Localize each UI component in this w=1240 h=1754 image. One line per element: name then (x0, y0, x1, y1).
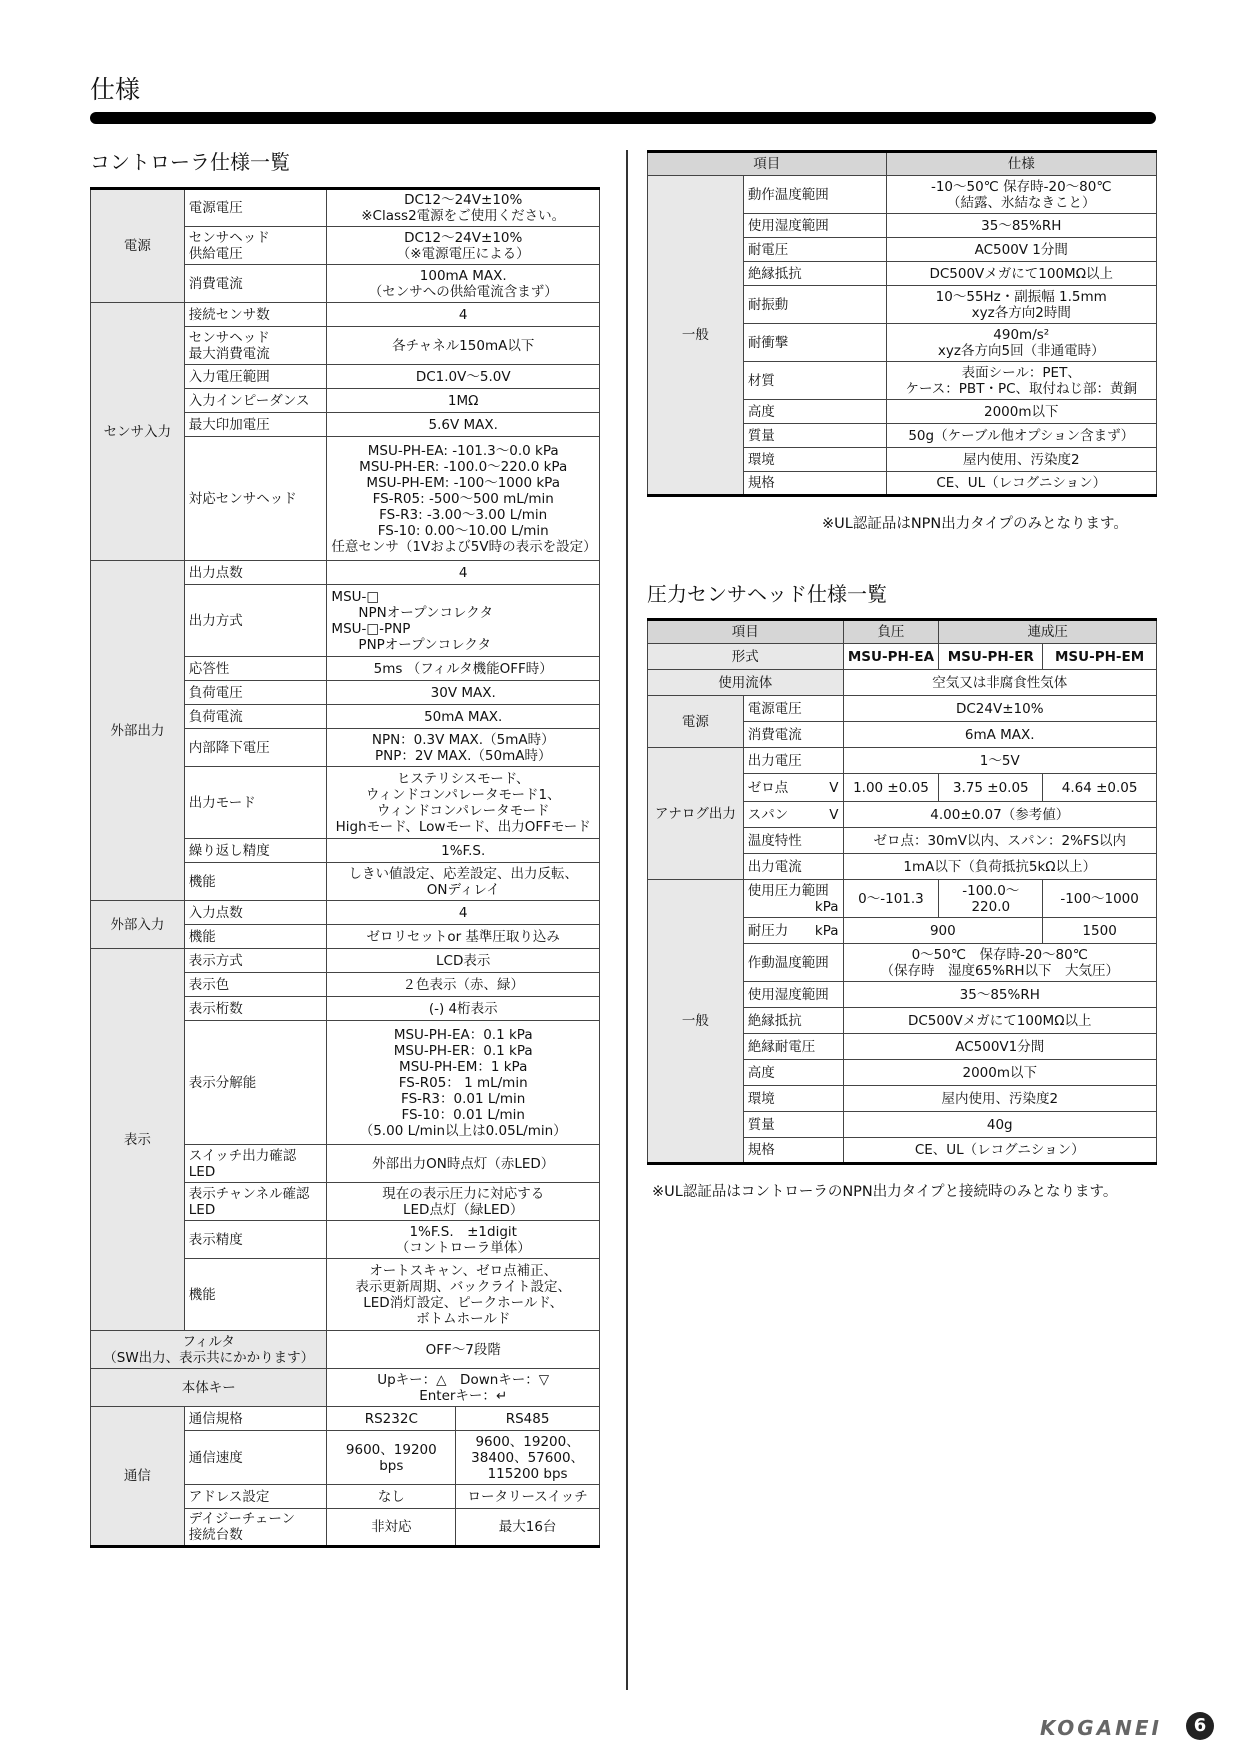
spec-value: 2000m以下 (843, 1060, 1157, 1086)
spec-value: 1%F.S. ±1digit （コントローラ単体） (327, 1221, 600, 1259)
proof-em: 1500 (1043, 918, 1157, 944)
header-spec: 仕様 (886, 152, 1157, 176)
spec-value: 外部出力ON時点灯（赤LED） (327, 1145, 600, 1183)
spec-label: 通信速度 (184, 1431, 327, 1485)
spec-label: 表示精度 (184, 1221, 327, 1259)
spec-value: -10～50℃ 保存時-20～80℃ （結露、氷結なきこと） (886, 176, 1157, 214)
spec-value: 4 (327, 561, 600, 585)
spec-label: 機能 (184, 1259, 327, 1331)
spec-value: DC1.0V～5.0V (327, 365, 600, 389)
spec-label: 表示分解能 (184, 1021, 327, 1145)
page-number: 6 (1186, 1712, 1214, 1740)
spec-value: 1%F.S. (327, 839, 600, 863)
header-negative: 負圧 (843, 620, 939, 644)
spec-label: 耐電圧 (743, 238, 886, 262)
spec-label (743, 918, 843, 944)
spec-label: 絶縁抵抗 (743, 1008, 843, 1034)
filter-label: フィルタ （SW出力、表示共にかかります） (91, 1331, 327, 1369)
rs232-value: なし (327, 1485, 456, 1509)
fluid-value: 空気又は非腐食性気体 (843, 670, 1157, 696)
range-em: -100～1000 (1043, 880, 1157, 918)
spec-label: 負荷電流 (184, 705, 327, 729)
group-cell: 外部入力 (91, 901, 185, 949)
spec-value: 各チャネル150mA以下 (327, 327, 600, 365)
keys-value: Upキー：△ Downキー：▽ Enterキー：↵ (327, 1369, 600, 1407)
spec-value: ゼロ点：30mV以内、スパン：2%FS以内 (843, 828, 1157, 854)
spec-label: 使用湿度範囲 (743, 214, 886, 238)
proof-label: 耐圧力 (747, 922, 789, 939)
spec-value: 10～55Hz・副振幅 1.5mm xyz各方向2時間 (886, 286, 1157, 324)
spec-label: 温度特性 (743, 828, 843, 854)
unit: V (823, 774, 843, 802)
spec-value: ヒステリシスモード、 ウィンドコンパレータモード1、 ウィンドコンパレータモード Highモード、Lowモード、出力OFFモード (327, 767, 600, 839)
rs485-value: 最大16台 (456, 1509, 600, 1547)
unit: kPa (814, 898, 839, 915)
spec-value: しきい値設定、応差設定、出力反転、 ONディレイ (327, 863, 600, 901)
spec-value: ２色表示（赤、緑） (327, 973, 600, 997)
spec-value: 5.6V MAX. (327, 413, 600, 437)
spec-label: デイジーチェーン 接続台数 (184, 1509, 327, 1547)
rs232-value: 9600、19200 bps (327, 1431, 456, 1485)
spec-value: 490m/s² xyz各方向5回（非通電時） (886, 324, 1157, 362)
spec-label: 機能 (184, 925, 327, 949)
spec-value: DC12～24V±10% （※電源電圧による） (327, 227, 600, 265)
spec-value: DC500Vメガにて100MΩ以上 (843, 1008, 1157, 1034)
spec-label: 接続センサ数 (184, 303, 327, 327)
range-label: 使用圧力範囲 (747, 882, 829, 899)
spec-label: 電源電圧 (184, 189, 327, 227)
spec-value: 現在の表示圧力に対応する LED点灯（緑LED） (327, 1183, 600, 1221)
spec-value: MSU-PH-EA: -101.3～0.0 kPa MSU-PH-ER: -100.0～220.0 kPa MSU-PH-EM: -100～1000 kPa FS-R05: -500～500 mL/min FS-R3: -3.00～3.00 L/min FS-10: 0.00～10.00 L/min 任意センサ（1Vおよび5V時の表示を設定） (327, 437, 600, 561)
spec-label: センサヘッド 最大消費電流 (184, 327, 327, 365)
spec-label: 耐衝撃 (743, 324, 886, 362)
column-divider (626, 150, 628, 1690)
spec-value: 50mA MAX. (327, 705, 600, 729)
spec-label: スパン (743, 802, 823, 828)
spec-label: 耐振動 (743, 286, 886, 324)
spec-label: 質量 (743, 424, 886, 448)
page-title: 仕様 (90, 75, 141, 104)
spec-value: LCD表示 (327, 949, 600, 973)
group-cell: 一般 (648, 880, 744, 1164)
rs232-value: RS232C (327, 1407, 456, 1431)
group-cell: 一般 (648, 176, 744, 496)
spec-label: 環境 (743, 1086, 843, 1112)
spec-value: 6mA MAX. (843, 722, 1157, 748)
spec-value: 1～5V (843, 748, 1157, 774)
rs232-value: 非対応 (327, 1509, 456, 1547)
range-ea: 0～-101.3 (843, 880, 939, 918)
spec-label: 入力点数 (184, 901, 327, 925)
group-cell: 電源 (91, 189, 185, 303)
spec-value: DC12～24V±10% ※Class2電源をご使用ください。 (327, 189, 600, 227)
header-item: 項目 (648, 620, 844, 644)
spec-label: 高度 (743, 1060, 843, 1086)
spec-value: 4 (327, 303, 600, 327)
spec-value: DC500Vメガにて100MΩ以上 (886, 262, 1157, 286)
spec-value: CE、UL（レコグニション） (843, 1138, 1157, 1164)
sensor-head-table (647, 618, 1157, 1165)
spec-value: 40g (843, 1112, 1157, 1138)
spec-label: 出力電流 (743, 854, 843, 880)
filter-value: OFF～7段階 (327, 1331, 600, 1369)
unit: V (823, 802, 843, 828)
spec-value: MSU-□ NPNオープンコレクタ MSU-□-PNP PNPオープンコレクタ (327, 585, 600, 657)
group-cell: 表示 (91, 949, 185, 1331)
general-note: ※UL認証品はNPN出力タイプのみとなります。 (822, 516, 1128, 532)
unit: kPa (814, 922, 839, 939)
spec-value: 2000m以下 (886, 400, 1157, 424)
spec-value: AC500V1分間 (843, 1034, 1157, 1060)
spec-label: 表示桁数 (184, 997, 327, 1021)
spec-label: スイッチ出力確認 LED (184, 1145, 327, 1183)
spec-value: 5ms （フィルタ機能OFF時） (327, 657, 600, 681)
model-ea: MSU-PH-EA (843, 644, 939, 670)
rs485-value: 9600、19200、 38400、57600、 115200 bps (456, 1431, 600, 1485)
koganei-logo: KOGANEI (1040, 1716, 1162, 1740)
spec-label: 出力方式 (184, 585, 327, 657)
model-em: MSU-PH-EM (1043, 644, 1157, 670)
rs485-value: RS485 (456, 1407, 600, 1431)
spec-label: 出力モード (184, 767, 327, 839)
spec-label: アドレス設定 (184, 1485, 327, 1509)
spec-value: 30V MAX. (327, 681, 600, 705)
spec-label: 応答性 (184, 657, 327, 681)
spec-value: 4.00±0.07（参考値） (843, 802, 1157, 828)
controller-title: コントローラ仕様一覧 (90, 150, 290, 174)
spec-label: 負荷電圧 (184, 681, 327, 705)
keys-label: 本体キー (91, 1369, 327, 1407)
sensor-head-title: 圧力センサヘッド仕様一覧 (647, 582, 887, 606)
spec-label: 最大印加電圧 (184, 413, 327, 437)
spec-value: 屋内使用、汚染度2 (843, 1086, 1157, 1112)
spec-label: 使用湿度範囲 (743, 982, 843, 1008)
spec-label: 電源電圧 (743, 696, 843, 722)
general-spec-table (647, 150, 1157, 497)
spec-value: 屋内使用、汚染度2 (886, 448, 1157, 472)
spec-value: ゼロリセットor 基準圧取り込み (327, 925, 600, 949)
range-er: -100.0～ 220.0 (939, 880, 1043, 918)
group-cell: 通信 (91, 1407, 185, 1547)
spec-label: 材質 (743, 362, 886, 400)
spec-label: 規格 (743, 472, 886, 496)
spec-value: (-) 4桁表示 (327, 997, 600, 1021)
spec-label: 内部降下電圧 (184, 729, 327, 767)
rs485-value: ロータリースイッチ (456, 1485, 600, 1509)
model-er: MSU-PH-ER (939, 644, 1043, 670)
proof-ea-er: 900 (843, 918, 1043, 944)
zero-er: 3.75 ±0.05 (939, 774, 1043, 802)
zero-em: 4.64 ±0.05 (1043, 774, 1157, 802)
spec-label: 表示色 (184, 973, 327, 997)
spec-value: オートスキャン、ゼロ点補正、 表示更新周期、バックライト設定、 LED消灯設定、ピークホールド、 ボトムホールド (327, 1259, 600, 1331)
spec-label: 絶縁抵抗 (743, 262, 886, 286)
spec-label: 表示方式 (184, 949, 327, 973)
spec-label: 高度 (743, 400, 886, 424)
spec-label: 対応センサヘッド (184, 437, 327, 561)
header-compound: 連成圧 (939, 620, 1157, 644)
spec-value: NPN：0.3V MAX.（5mA時） PNP：2V MAX.（50mA時） (327, 729, 600, 767)
spec-value: 100mA MAX. （センサへの供給電流含まず） (327, 265, 600, 303)
spec-label: 繰り返し精度 (184, 839, 327, 863)
spec-label: 質量 (743, 1112, 843, 1138)
spec-label: 消費電流 (184, 265, 327, 303)
spec-label: 作動温度範囲 (743, 944, 843, 982)
fluid-label: 使用流体 (648, 670, 844, 696)
sensor-head-note: ※UL認証品はコントローラのNPN出力タイプと接続時のみとなります。 (652, 1184, 1118, 1200)
spec-label: 入力インピーダンス (184, 389, 327, 413)
spec-value: DC24V±10% (843, 696, 1157, 722)
spec-label: 絶縁耐電圧 (743, 1034, 843, 1060)
group-cell: 外部出力 (91, 561, 185, 901)
spec-value: 1MΩ (327, 389, 600, 413)
spec-value: 35～85%RH (886, 214, 1157, 238)
spec-label: 出力点数 (184, 561, 327, 585)
spec-label: 機能 (184, 863, 327, 901)
spec-label: センサヘッド 供給電圧 (184, 227, 327, 265)
spec-label: 表示チャンネル確認 LED (184, 1183, 327, 1221)
title-bar (90, 112, 1156, 124)
model-label: 形式 (648, 644, 844, 670)
spec-label: 出力電圧 (743, 748, 843, 774)
group-cell: 電源 (648, 696, 744, 748)
group-cell: アナログ出力 (648, 748, 744, 880)
spec-value: 35～85%RH (843, 982, 1157, 1008)
group-cell: センサ入力 (91, 303, 185, 561)
spec-value: MSU-PH-EA：0.1 kPa MSU-PH-ER：0.1 kPa MSU-PH-EM：1 kPa FS-R05： 1 mL/min FS-R3：0.01 L/min FS-10：0.01 L/min （5.00 L/min以上は0.05L/min） (327, 1021, 600, 1145)
spec-value: 1mA以下（負荷抵抗5kΩ以上） (843, 854, 1157, 880)
spec-value: CE、UL（レコグニション） (886, 472, 1157, 496)
spec-label: 規格 (743, 1138, 843, 1164)
spec-value: 50g（ケーブル他オプション含まず） (886, 424, 1157, 448)
zero-ea: 1.00 ±0.05 (843, 774, 939, 802)
header-item: 項目 (648, 152, 887, 176)
spec-label (743, 880, 843, 918)
spec-value: AC500V 1分間 (886, 238, 1157, 262)
spec-label: 消費電流 (743, 722, 843, 748)
spec-label: 通信規格 (184, 1407, 327, 1431)
spec-label: 環境 (743, 448, 886, 472)
spec-label: 動作温度範囲 (743, 176, 886, 214)
spec-label: 入力電圧範囲 (184, 365, 327, 389)
controller-spec-table (90, 187, 600, 1548)
spec-value: 0～50℃ 保存時-20～80℃ （保存時 湿度65%RH以下 大気圧） (843, 944, 1157, 982)
spec-value: 表面シール：PET、 ケース：PBT・PC、取付ねじ部：黄銅 (886, 362, 1157, 400)
spec-value: 4 (327, 901, 600, 925)
spec-label: ゼロ点 (743, 774, 823, 802)
